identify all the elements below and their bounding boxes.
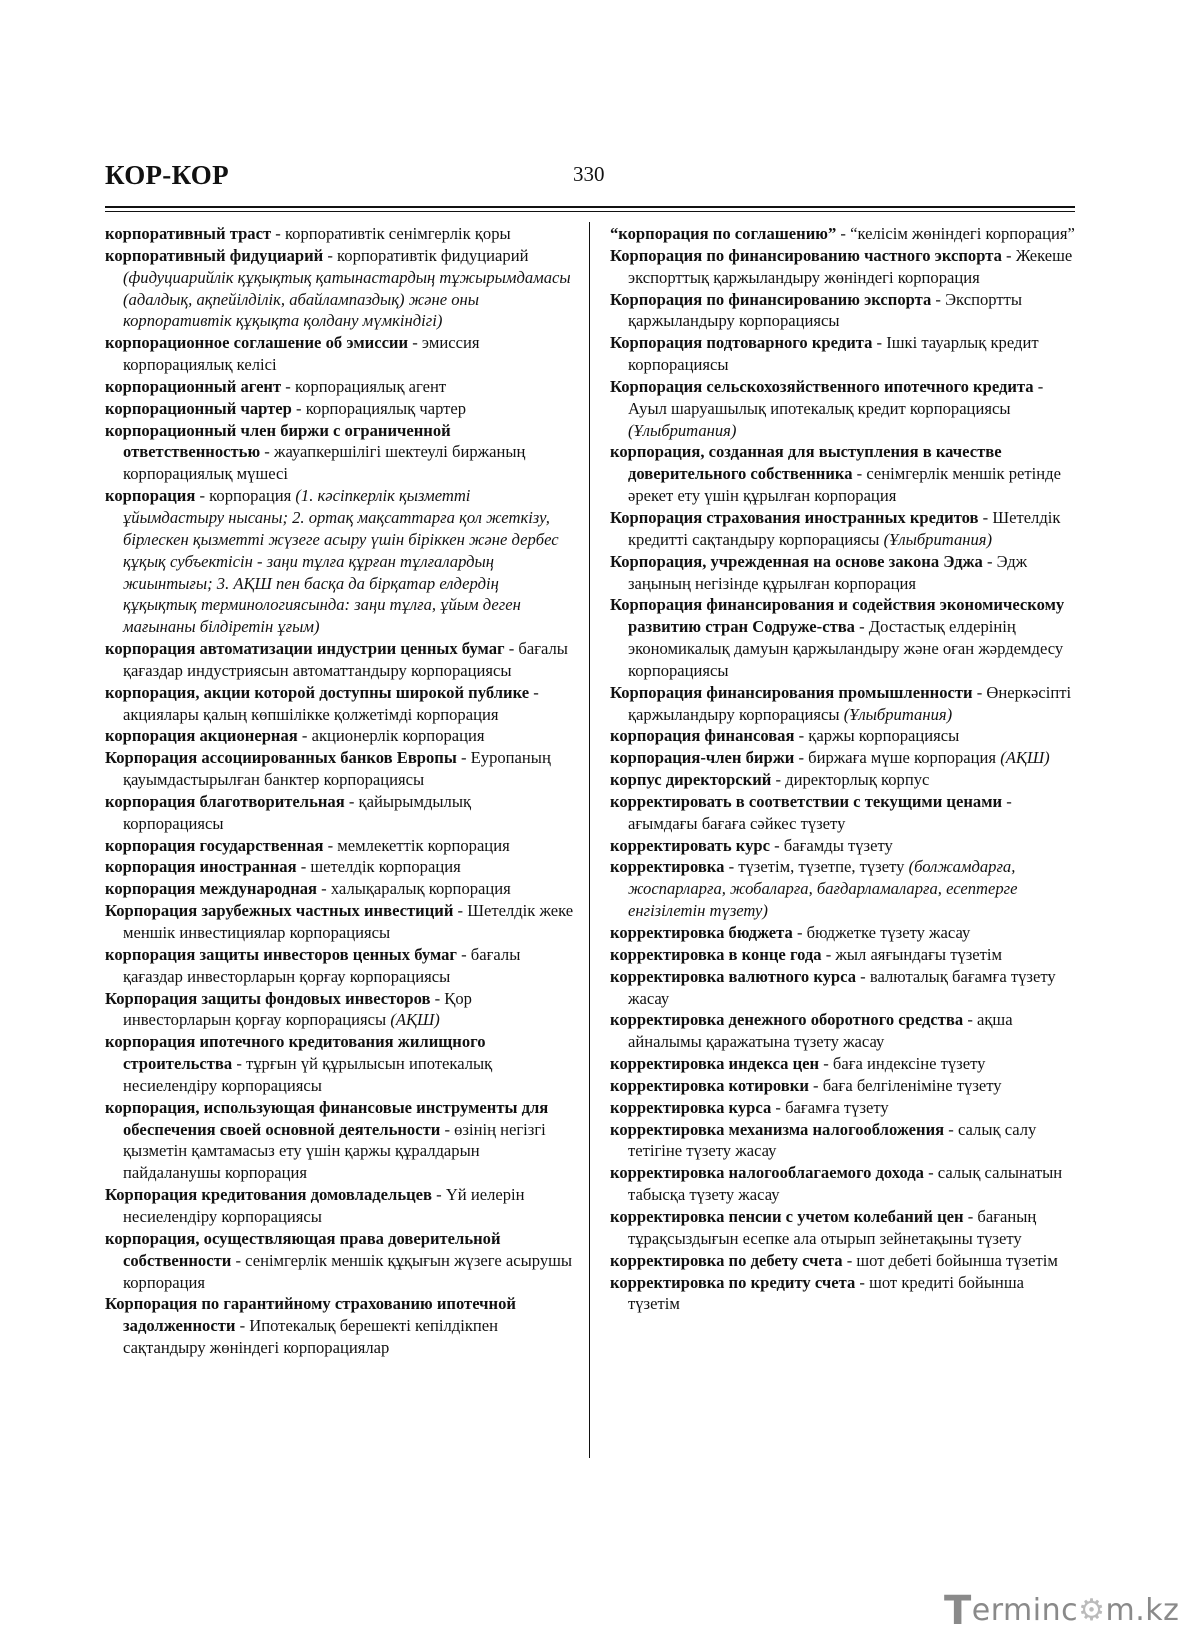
entry-headword: корпорация защиты инвесторов ценных бумаг xyxy=(105,944,457,964)
entry-headword: корректировка по дебету счета xyxy=(610,1250,843,1270)
dictionary-entry xyxy=(105,791,575,835)
dictionary-entry xyxy=(105,1031,575,1097)
entry-definition: - корпорациялық агент xyxy=(281,376,447,396)
entry-headword: корректировка бюджета xyxy=(610,923,793,942)
logo-text-1: erminc xyxy=(971,1593,1079,1628)
dictionary-entry xyxy=(610,1250,1078,1272)
dictionary-entry xyxy=(105,485,575,638)
dictionary-entry xyxy=(610,791,1078,835)
entry-headword: Корпорация зарубежных частных инвестиций xyxy=(105,901,454,921)
entry-headword: корпорационный чартер xyxy=(105,398,292,418)
entry-definition: - түзетім, түзетпе, түзету xyxy=(724,857,909,877)
dictionary-entry xyxy=(610,856,1078,922)
entry-headword: Корпорация сельскохозяйственного ипотечного кредита xyxy=(610,376,1034,396)
dictionary-entry xyxy=(610,1119,1078,1163)
entry-headword: корректировка xyxy=(610,857,725,877)
entry-headword: корпорация xyxy=(105,486,196,506)
left-column xyxy=(105,223,575,1359)
dictionary-entry xyxy=(610,682,1078,726)
entry-definition: - ағымдағы бағаға сәйкес түзету xyxy=(628,791,1012,833)
entry-headword: корпорация благотворительная xyxy=(105,791,345,811)
entry-headword: корпорационный агент xyxy=(105,376,282,396)
dictionary-entry xyxy=(610,594,1078,681)
dictionary-entry xyxy=(610,835,1078,857)
entry-headword: корпорация автоматизации индустрии ценных бумаг xyxy=(105,639,505,659)
entry-headword: корпорация, осуществляющая права доверительной собственности xyxy=(105,1228,501,1270)
entry-headword: Корпорация ассоциированных банков Европы xyxy=(105,748,457,768)
entry-headword: Корпорация по финансированию частного экспорта xyxy=(610,245,1002,265)
logo-text-2: m.kz xyxy=(1105,1593,1179,1628)
dictionary-entry xyxy=(105,1184,575,1228)
entry-headword: корпорация ипотечного кредитования жилищного строительства xyxy=(105,1032,486,1074)
entry-definition: - салық салу тетігіне түзету жасау xyxy=(628,1119,1037,1161)
dictionary-entry xyxy=(610,747,1078,769)
dictionary-entry xyxy=(105,856,575,878)
entry-headword: корректировать в соответствии с текущими ценами xyxy=(610,791,1003,811)
dictionary-entry xyxy=(610,245,1078,289)
entry-definition: - ақша айналымы қаражатына түзету жасау xyxy=(628,1010,1013,1052)
entry-headword: корректировка механизма налогообложения xyxy=(610,1119,945,1139)
entry-definition: - Жекеше экспорттық қаржыландыру жөніндегі корпорация xyxy=(628,245,1073,287)
entry-definition: - корпорация xyxy=(195,486,296,506)
entry-headword: корректировка налогооблагаемого дохода xyxy=(610,1163,924,1183)
entry-definition: - Қор инвесторларын қорғау корпорациясы xyxy=(123,988,472,1030)
dictionary-entry xyxy=(105,988,575,1032)
entry-definition: - баға белгіленіміне түзету xyxy=(808,1075,1002,1095)
entry-definition: - шетелдік корпорация xyxy=(296,857,461,877)
entry-explanation: (АҚШ) xyxy=(390,1010,440,1030)
dictionary-entry xyxy=(610,944,1078,966)
dictionary-entry xyxy=(105,1097,575,1184)
entry-definition: - эмиссия корпорациялық келісі xyxy=(123,333,480,375)
entry-explanation: (Ұлыбритания) xyxy=(883,529,993,549)
entry-headword: Корпорация, учрежденная на основе закона Эджа xyxy=(610,551,983,571)
entry-explanation: (АҚШ) xyxy=(1000,748,1050,768)
dictionary-entry xyxy=(610,1097,1078,1119)
entry-explanation: (1. кәсіпкерлік қызметті ұйымдастыру нысаны; 2. ортақ мақсаттарға қол жеткізу, бірлескен қызметті жүзеге асыру үшін біріккен және дербес құқық субъектісін - заңи тұлға құрған тұлғалардың жиынтығы; 3. АҚШ пен басқа да бірқатар елдердің құқықтық терминологиясында: заңи тұлға, ұйым деген мағынаны білдіретін ұғым) xyxy=(123,486,559,637)
entry-definition: - сенімгерлік меншік құқығын жүзеге асырушы корпорация xyxy=(123,1250,573,1292)
dictionary-entry xyxy=(610,376,1078,442)
entry-definition: - Еуропаның қауымдастырылған банктер корпорациясы xyxy=(123,748,551,790)
entry-definition: - бағамға түзету xyxy=(771,1097,889,1117)
entry-headword: корректировка по кредиту счета xyxy=(610,1272,856,1292)
entry-headword: корпорационный член биржи с ограниченной ответственностью xyxy=(105,420,451,462)
entry-definition: - өзінің негізгі қызметін қамтамасыз ету үшін қаржы құралдарын пайдаланушы корпорация xyxy=(123,1119,546,1183)
entry-headword: корпорация государственная xyxy=(105,835,324,855)
entry-definition: - корпорациялық чартер xyxy=(291,398,467,418)
dictionary-entry xyxy=(610,1053,1078,1075)
dictionary-entry xyxy=(610,1272,1078,1316)
dictionary-entry xyxy=(610,1162,1078,1206)
entry-headword: корпорация финансовая xyxy=(610,726,795,746)
dictionary-entry xyxy=(105,878,575,900)
header-rule-thin xyxy=(105,211,1075,212)
entry-definition: - мемлекеттік корпорация xyxy=(323,835,510,855)
dictionary-entry xyxy=(610,551,1078,595)
dictionary-entry xyxy=(610,507,1078,551)
dictionary-entry xyxy=(610,1075,1078,1097)
entry-definition: - Ішкі тауарлық кредит корпорациясы xyxy=(628,333,1039,375)
page-number: 330 xyxy=(573,162,605,186)
dictionary-entry xyxy=(610,332,1078,376)
entry-definition: - корпоративтік сенімгерлік қоры xyxy=(271,224,511,243)
dictionary-entry xyxy=(105,638,575,682)
dictionary-entry xyxy=(610,289,1078,333)
entry-headword: Корпорация подтоварного кредита xyxy=(610,333,873,353)
dictionary-entry xyxy=(105,835,575,857)
entry-explanation: (фидуциарийлік құқықтық қатынастардың тұжырымдамасы (адалдық, ақпейілділік, абайлампаздық) және оны корпоративтік құқықта қолдану мүмкіндігі) xyxy=(123,267,571,331)
dictionary-entry xyxy=(610,1206,1078,1250)
entry-explanation: (болжамдарға, жоспарларға, жобаларға, бағдарламаларға, есептерге енгізілетін түзету) xyxy=(628,857,1018,921)
dictionary-entry xyxy=(105,944,575,988)
dictionary-entry xyxy=(105,1293,575,1359)
entry-definition: - “келісім жөніндегі корпорация” xyxy=(836,224,1075,243)
entry-definition: - Шетелдік жеке меншік инвестициялар корпорациясы xyxy=(123,901,574,942)
entry-definition: - қаржы корпорациясы xyxy=(794,726,960,746)
column-divider xyxy=(589,222,590,1458)
entry-definition: - шот дебеті бойынша түзетім xyxy=(842,1250,1058,1270)
dictionary-entry xyxy=(105,747,575,791)
entry-definition: - Ауыл шаруашылық ипотекалық кредит корпорациясы xyxy=(628,376,1044,418)
entry-explanation: (Ұлыбритания) xyxy=(843,704,953,724)
logo-t-glyph: T xyxy=(944,1588,972,1634)
entry-definition: - биржаға мүше корпорация xyxy=(794,748,1001,768)
entry-headword: Корпорация по финансированию экспорта xyxy=(610,289,932,309)
dictionary-entry xyxy=(610,966,1078,1010)
entry-definition: - Экспортты қаржыландыру корпорациясы xyxy=(628,289,1022,331)
entry-headword: Корпорация страхования иностранных кредитов xyxy=(610,507,979,527)
entry-headword: корпус директорский xyxy=(610,770,772,790)
entry-definition: - бағалы қағаздар индустриясын автоматтандыру корпорациясы xyxy=(123,639,568,680)
entry-headword: корпорация иностранная xyxy=(105,857,297,877)
dictionary-entry xyxy=(610,922,1078,944)
entry-definition: - жауапкершілігі шектеулі биржаның корпорациялық мүшесі xyxy=(123,442,526,484)
entry-headword: корпорация, созданная для выступления в качестве доверительного собственника xyxy=(610,442,1002,484)
entry-definition: - шот кредиті бойынша түзетім xyxy=(628,1272,1024,1314)
dictionary-entry xyxy=(105,725,575,747)
entry-definition: - Эдж заңының негізінде құрылған корпорация xyxy=(628,551,1028,593)
entry-definition: - баға индексіне түзету xyxy=(819,1054,986,1074)
entry-headword: корректировка котировки xyxy=(610,1075,809,1095)
entry-headword: корпорация международная xyxy=(105,879,318,899)
entry-headword: Корпорация по гарантийному страхованию ипотечной задолженности xyxy=(105,1294,516,1336)
entry-definition: - Шетелдік кредитті сақтандыру корпорациясы xyxy=(628,507,1061,549)
entry-definition: - директорлық корпус xyxy=(771,770,930,790)
dictionary-entry xyxy=(610,223,1078,245)
entry-headword: корректировка денежного оборотного средства xyxy=(610,1010,964,1030)
entry-headword: Корпорация защиты фондовых инвесторов xyxy=(105,988,431,1008)
entry-definition: - салық салынатын табысқа түзету жасау xyxy=(628,1163,1063,1205)
entry-definition: - Үй иелерін несиелендіру корпорациясы xyxy=(123,1185,525,1226)
entry-headword: корректировка индекса цен xyxy=(610,1054,820,1074)
right-column xyxy=(610,223,1078,1315)
entry-headword: корпоративный фидуциарий xyxy=(105,245,324,265)
page-header xyxy=(105,160,1075,200)
entry-definition: - қайырымдылық корпорациясы xyxy=(123,791,472,833)
entry-headword: корректировка курса xyxy=(610,1097,772,1117)
entry-explanation: (Ұлыбритания) xyxy=(628,420,737,440)
entry-definition: - корпоративтік фидуциарий xyxy=(323,245,529,265)
entry-headword: корректировка валютного курса xyxy=(610,966,857,986)
running-head: КОР-КОР xyxy=(105,160,229,190)
entry-definition: - Ипотекалық берешекті кепілдікпен сақтандыру жөніндегі корпорациялар xyxy=(123,1316,499,1358)
dictionary-entry xyxy=(105,376,575,398)
entry-definition: - валюталық бағамға түзету жасау xyxy=(628,966,1056,1008)
entry-headword: корпорация, использующая финансовые инструменты для обеспечения своей основной деятельности xyxy=(105,1097,549,1139)
entry-definition: - Өнеркәсіпті қаржыландыру корпорациясы xyxy=(628,682,1072,724)
entry-definition: - Достастық елдерінің экономикалық дамуын қаржыландыру және оған жәрдемдесу корпорациясы xyxy=(628,617,1064,680)
dictionary-entry xyxy=(610,725,1078,747)
entry-definition: - акциялары қалың көпшілікке қолжетімді корпорация xyxy=(123,682,539,724)
dictionary-entry xyxy=(105,420,575,486)
header-rule-thick xyxy=(105,206,1075,208)
entry-headword: корпоративный траст xyxy=(105,224,272,243)
dictionary-entry xyxy=(105,398,575,420)
entry-headword: корпорация-член биржи xyxy=(610,748,795,768)
dictionary-entry xyxy=(105,900,575,944)
entry-definition: - жыл аяғындағы түзетім xyxy=(821,944,1003,964)
entry-definition: - акционерлік корпорация xyxy=(297,726,485,746)
entry-headword: корректировка пенсии с учетом колебаний цен xyxy=(610,1206,964,1226)
entry-definition: - бағаның тұрақсыздығын есепке ала отырып зейнетақыны түзету xyxy=(628,1206,1037,1248)
entry-definition: - бағамды түзету xyxy=(769,835,893,855)
entry-definition: - бағалы қағаздар инвесторларын қорғау корпорациясы xyxy=(123,944,521,986)
entry-headword: корректировка в конце года xyxy=(610,944,822,964)
entry-headword: Корпорация финансирования промышленности xyxy=(610,682,973,702)
dictionary-entry xyxy=(105,332,575,376)
dictionary-entry xyxy=(610,441,1078,507)
entry-headword: Корпорация финансирования и содействия экономическому развитию стран Содруже-ства xyxy=(610,595,1065,637)
entry-headword: корпорация, акции которой доступны широкой публике xyxy=(105,682,530,702)
entry-definition: - тұрғын үй құрылысын ипотекалық несиелендіру корпорациясы xyxy=(123,1054,493,1095)
entry-definition: - сенімгерлік меншік ретінде әрекет ету үшін құрылған корпорация xyxy=(628,464,1061,506)
entry-headword: корпорационное соглашение об эмиссии xyxy=(105,333,409,353)
dictionary-entry xyxy=(610,769,1078,791)
entry-headword: корпорация акционерная xyxy=(105,726,298,746)
entry-headword: “корпорация по соглашению” xyxy=(610,224,837,243)
gear-icon: ⚙ xyxy=(1078,1593,1106,1628)
entry-headword: Корпорация кредитования домовладельцев xyxy=(105,1185,432,1205)
termincom-logo xyxy=(944,1584,1179,1634)
dictionary-entry xyxy=(105,245,575,332)
entry-headword: корректировать курс xyxy=(610,835,770,855)
entry-definition: - халықаралық корпорация xyxy=(317,879,511,899)
entry-definition: - бюджетке түзету жасау xyxy=(792,923,971,942)
dictionary-entry xyxy=(105,682,575,726)
dictionary-entry xyxy=(105,223,575,245)
dictionary-entry xyxy=(105,1228,575,1294)
dictionary-entry xyxy=(610,1009,1078,1053)
